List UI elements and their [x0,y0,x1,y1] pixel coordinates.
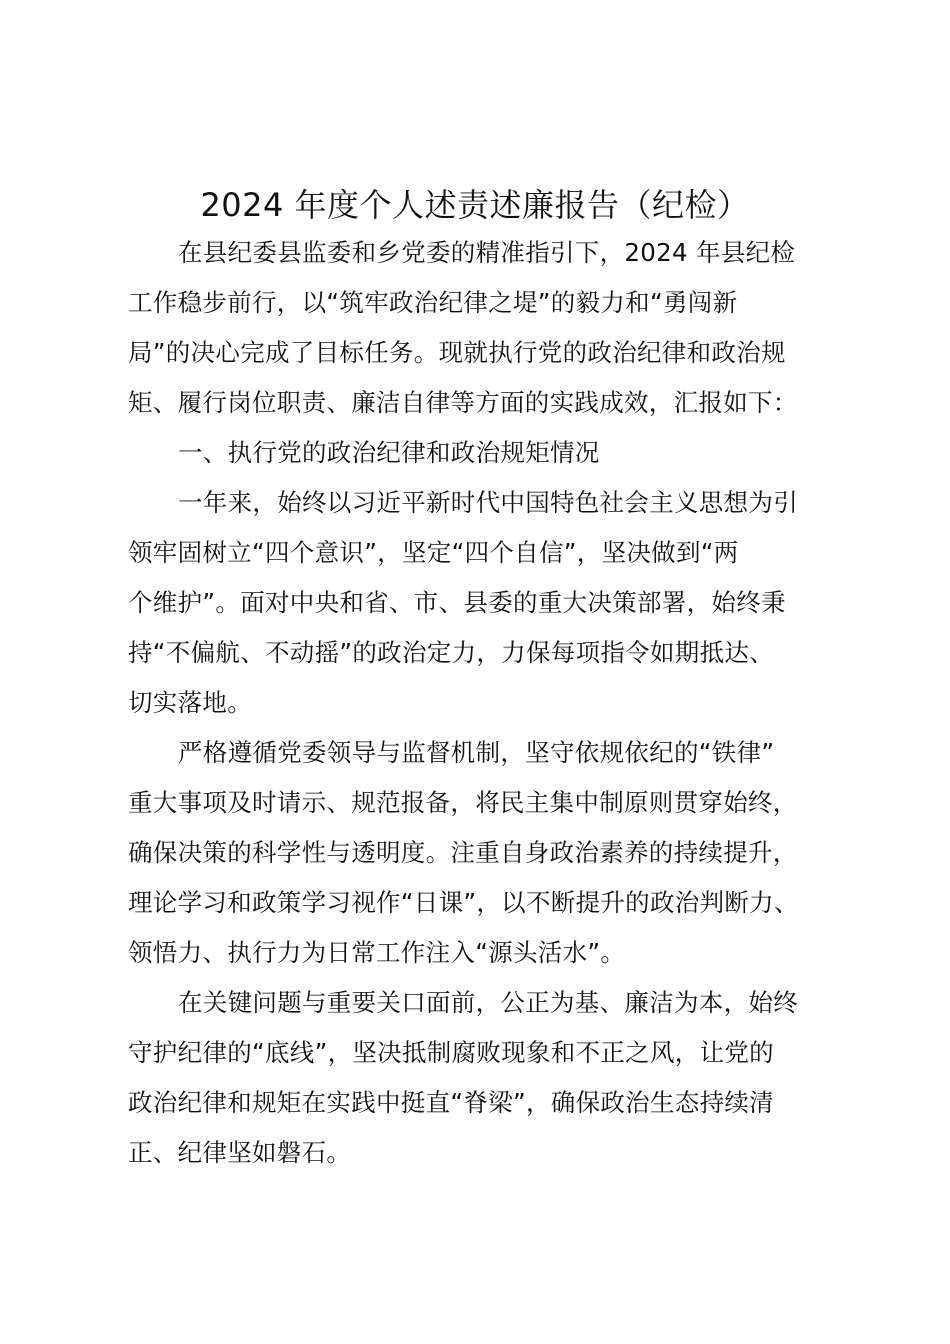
paragraph-line: 局”的决心完成了目标任务。现就执行党的政治纪律和政治规 [128,338,786,367]
paragraph-line: 在县纪委县监委和乡党委的精准指引下，2024 年县纪检 [178,238,796,267]
paragraph-line: 个维护”。面对中央和省、市、县委的重大决策部署，始终秉 [128,588,786,617]
paragraph-line: 切实落地。 [128,688,252,717]
paragraph-integrity [128,978,832,1178]
paragraph-line: 理论学习和政策学习视作“日课”，以不断提升的政治判断力、 [128,888,799,917]
paragraph-supervision [128,728,832,978]
section-heading [128,428,832,478]
paragraph-line: 矩、履行岗位职责、廉洁自律等方面的实践成效，汇报如下： [128,388,798,417]
paragraph-line: 严格遵循党委领导与监督机制，坚守依规依纪的“铁律” [178,738,775,767]
paragraph-line: 重大事项及时请示、规范报备，将民主集中制原则贯穿始终， [128,788,798,817]
paragraph-line: 领牢固树立“四个意识”，坚定“四个自信”，坚决做到“两 [128,538,739,567]
paragraph-line: 确保决策的科学性与透明度。注重自身政治素养的持续提升， [128,838,798,867]
paragraph-line: 领悟力、执行力为日常工作注入“源头活水”。 [128,938,626,967]
paragraph-line: 持“不偏航、不动摇”的政治定力，力保每项指令如期抵达、 [128,638,774,667]
paragraph-political-stance [128,478,832,728]
paragraph-line: 工作稳步前行，以“筑牢政治纪律之堤”的毅力和“勇闯新 [128,288,738,317]
paragraph-line: 一年来，始终以习近平新时代中国特色社会主义思想为引 [178,488,798,517]
paragraph-line: 守护纪律的“底线”，坚决抵制腐败现象和不正之风，让党的 [128,1038,774,1067]
section-heading-text: 一、执行党的政治纪律和政治规矩情况 [178,438,600,467]
paragraph-line: 在关键问题与重要关口面前，公正为基、廉洁为本，始终 [178,988,798,1017]
document-title: 2024 年度个人述责述廉报告（纪检） [200,186,750,224]
paragraph-line: 正、纪律坚如磐石。 [128,1138,352,1167]
paragraph-line: 政治纪律和规矩在实践中挺直“脊梁”，确保政治生态持续清 [128,1088,774,1117]
paragraph-intro [128,228,832,428]
